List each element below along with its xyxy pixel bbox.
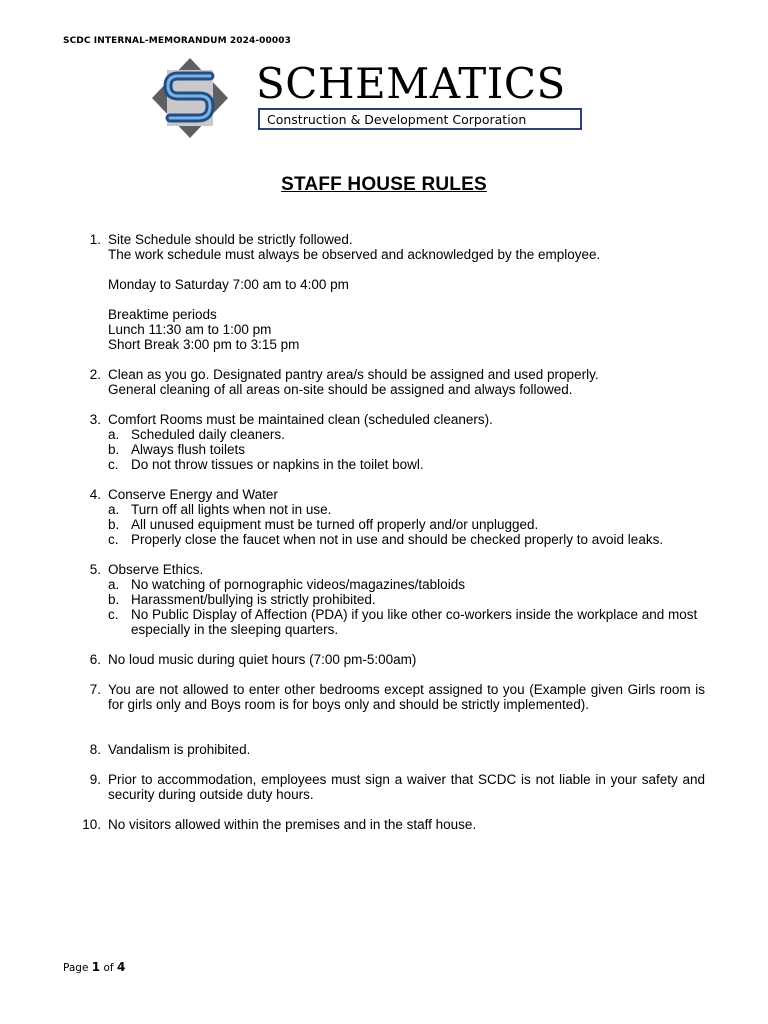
of-label: of [103,962,114,974]
rule-item [81,412,705,472]
rule-item [81,232,705,352]
memo-code: SCDC INTERNAL-MEMORANDUM 2024-00003 [63,36,291,46]
company-name: SCHEMATICS [256,59,566,108]
rule-subitem [108,532,705,547]
rule-subitem [108,457,705,472]
company-logo [150,56,590,140]
rule-subitem [108,502,705,517]
rule-text: General cleaning of all areas on-site should be assigned and always followed. [108,382,573,397]
subitem-text: Properly close the faucet when not in use and should be checked properly to avoid leaks. [131,532,664,547]
total-pages: 4 [116,960,126,974]
current-page: 1 [91,960,101,974]
rule-subitem [108,442,705,457]
rule-number: 8. [89,742,101,757]
subitem-text: Scheduled daily cleaners. [131,427,285,442]
rule-item [81,487,705,547]
rule-number: 1. [89,232,101,247]
rule-text: Lunch 11:30 am to 1:00 pm [108,322,272,337]
rule-item [81,367,705,397]
rule-subitem [108,592,705,607]
subitem-text: Do not throw tissues or napkins in the toilet bowl. [131,457,424,472]
rule-text: Conserve Energy and Water [108,487,278,502]
rule-item [81,817,705,832]
rule-number: 2. [89,367,101,382]
rule-text: No visitors allowed within the premises and in the staff house. [108,817,477,832]
rule-item [81,772,705,802]
rule-number: 10. [82,817,101,832]
rule-text: Prior to accommodation, employees must sign a waiver that SCDC is not liable in your safety and security during outside duty hours. [108,772,705,802]
subitem-letter: a. [108,427,120,442]
subitem-letter: c. [108,607,119,622]
page-number [63,960,125,974]
rule-text: Comfort Rooms must be maintained clean (scheduled cleaners). [108,412,493,427]
subitem-text: Harassment/bullying is strictly prohibited. [131,592,376,607]
rule-number: 3. [89,412,101,427]
rule-item [81,682,705,712]
rule-text: Breaktime periods [108,307,217,322]
rule-text: Monday to Saturday 7:00 am to 4:00 pm [108,277,349,292]
page-label: Page [63,962,89,974]
rule-number: 4. [89,487,101,502]
rule-text: Clean as you go. Designated pantry area/s should be assigned and used properly. [108,367,599,382]
rule-number: 5. [89,562,101,577]
subitem-text: All unused equipment must be turned off properly and/or unplugged. [131,517,539,532]
company-tagline: Construction & Development Corporation [258,108,582,130]
rule-subitem [108,577,705,592]
rule-item [81,562,705,637]
rule-subitem [108,607,705,637]
subitem-letter: b. [108,592,120,607]
blank-line [108,292,705,307]
document-title: STAFF HOUSE RULES [281,174,487,195]
subitem-letter: a. [108,502,120,517]
subitem-letter: b. [108,442,120,457]
subitem-letter: a. [108,577,120,592]
rule-text: Site Schedule should be strictly followed. [108,232,353,247]
rule-item [81,742,705,757]
subitem-text: Always flush toilets [131,442,246,457]
rule-number: 6. [89,652,101,667]
subitem-text: Turn off all lights when not in use. [131,502,332,517]
rules-list [81,232,705,847]
subitem-letter: c. [108,457,119,472]
rule-text: Vandalism is prohibited. [108,742,251,757]
rule-subitem [108,517,705,532]
rule-item [81,652,705,667]
rule-text: You are not allowed to enter other bedrooms except assigned to you (Example given Girls room is for girls only and Boys room is for boys only and should be strictly implemented). [108,682,705,712]
rule-text: The work schedule must always be observed and acknowledged by the employee. [108,247,601,262]
rule-text: No loud music during quiet hours (7:00 pm-5:00am) [108,652,417,667]
subitem-text: No Public Display of Affection (PDA) if you like other co-workers inside the workplace and most especially in the sleeping quarters. [131,607,698,637]
rule-subitem [108,427,705,442]
rule-number: 7. [89,682,101,697]
rule-text: Short Break 3:00 pm to 3:15 pm [108,337,300,352]
subitem-letter: b. [108,517,120,532]
rule-number: 9. [89,772,101,787]
schematics-s-logo-icon [150,56,230,140]
subitem-text: No watching of pornographic videos/magazines/tabloids [131,577,465,592]
blank-line [108,262,705,277]
subitem-letter: c. [108,532,119,547]
rule-text: Observe Ethics. [108,562,204,577]
